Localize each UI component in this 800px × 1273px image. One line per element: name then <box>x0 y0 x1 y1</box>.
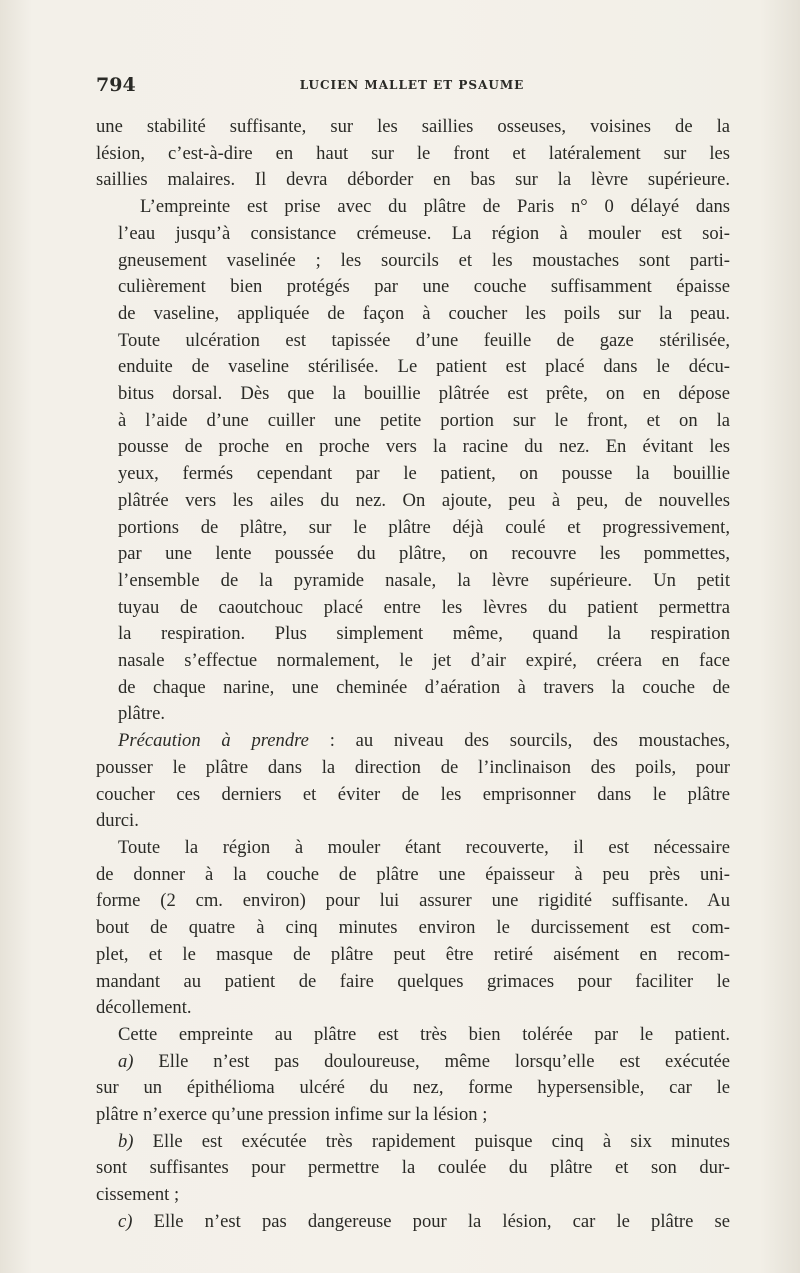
text-line <box>96 1129 730 1156</box>
text-line: Toute ulcération est tapissée d’une feuille de gaze stérilisée, <box>118 329 730 351</box>
text-line: de donner à la couche de plâtre une épaisseur à peu près uni- <box>96 863 730 885</box>
text-line <box>96 1209 730 1236</box>
text-line: portions de plâtre, sur le plâtre déjà coulé et progressivement, <box>118 516 730 538</box>
text-line: yeux, fermés cependant par le patient, on pousse la bouillie <box>118 463 730 485</box>
text-line: Toute la région à mouler étant recouverte, il est nécessaire <box>118 836 730 858</box>
text-line: bitus dorsal. Dès que la bouillie plâtrée est prête, on en dépose <box>118 383 730 405</box>
list-item-b <box>96 1129 730 1209</box>
text-line: sont suffisantes pour permettre la coulée du plâtre et son dur- <box>96 1157 730 1179</box>
text-run: Elle n’est pas douloureuse, même lorsqu’elle est exécutée <box>133 1050 730 1072</box>
paragraph <box>96 728 730 835</box>
text-line: forme (2 cm. environ) pour lui assurer une rigidité suffisante. Au <box>96 890 730 912</box>
text-line: lésion, c’est-à-dire en haut sur le front et latéralement sur les <box>96 142 730 164</box>
running-head: LUCIEN MALLET ET PSAUME <box>299 78 525 92</box>
italic-lead: Précaution à prendre <box>118 730 309 752</box>
text-line: par une lente poussée du plâtre, on recouvre les pommettes, <box>118 543 730 565</box>
text-line: décollement. <box>96 997 192 1019</box>
text-line: culièrement bien protégés par une couche suffisamment épaisse <box>118 276 730 298</box>
text-line: Cette empreinte au plâtre est très bien tolérée par le patient. <box>118 1023 730 1045</box>
text-line: sur un épithélioma ulcéré du nez, forme hypersensible, car le <box>96 1077 730 1099</box>
text-run: Elle est exécutée très rapidement puisque cinq à six minutes <box>133 1130 730 1152</box>
paragraph <box>96 194 730 728</box>
text-line: plâtre n’exerce qu’une pression infime sur la lésion ; <box>96 1104 488 1126</box>
text-line: saillies malaires. Il devra déborder en bas sur la lèvre supérieure. <box>96 169 730 191</box>
text-line: l’ensemble de la pyramide nasale, la lèvre supérieure. Un petit <box>118 569 730 591</box>
text-line: plâtrée vers les ailes du nez. On ajoute, peu à peu, de nouvelles <box>118 489 730 511</box>
text-line <box>96 1049 730 1076</box>
text-line: gneusement vaselinée ; les sourcils et les moustaches sont parti- <box>118 249 730 271</box>
text-line: une stabilité suffisante, sur les saillies osseuses, voisines de la <box>96 116 730 137</box>
list-marker: c) <box>118 1210 133 1232</box>
text-line: à l’aide d’une cuiller une petite portion sur le front, et on la <box>118 409 730 431</box>
list-item-a <box>96 1049 730 1129</box>
paragraph <box>96 835 730 1022</box>
paragraph <box>96 1022 730 1049</box>
page-header <box>96 74 728 98</box>
paragraph <box>96 114 730 194</box>
text-line: L’empreinte est prise avec du plâtre de Paris n° 0 délayé dans <box>140 196 730 218</box>
text-line: coucher ces derniers et éviter de les emprisonner dans le plâtre <box>96 783 730 805</box>
text-line: mandant au patient de faire quelques grimaces pour faciliter le <box>96 970 730 992</box>
text-line: durci. <box>96 810 139 832</box>
text-line: pousse de proche en proche vers la racine du nez. En évitant les <box>118 436 730 458</box>
text-line: tuyau de caoutchouc placé entre les lèvres du patient permettra <box>118 596 730 618</box>
text-run: Elle n’est pas dangereuse pour la lésion, car le plâtre se <box>132 1210 730 1232</box>
text-line: bout de quatre à cinq minutes environ le durcissement est com- <box>96 917 730 939</box>
text-line: cissement ; <box>96 1184 180 1206</box>
text-line: enduite de vaseline stérilisée. Le patient est placé dans le décu- <box>118 356 730 378</box>
list-marker: a) <box>118 1050 134 1072</box>
text-line: de vaseline, appliquée de façon à coucher les poils sur la peau. <box>118 302 730 324</box>
text-line: pousser le plâtre dans la direction de l’inclinaison des poils, pour <box>96 756 730 778</box>
text-line: plâtre. <box>118 703 165 725</box>
text-line: plet, et le masque de plâtre peut être retiré aisément en recom- <box>96 943 730 965</box>
body-text <box>96 114 730 1236</box>
text-line <box>96 728 730 755</box>
text-line: nasale s’effectue normalement, le jet d’air expiré, créera en face <box>118 650 730 672</box>
list-marker: b) <box>118 1130 134 1152</box>
text-line: de chaque narine, une cheminée d’aération à travers la couche de <box>118 676 730 698</box>
text-line: l’eau jusqu’à consistance crémeuse. La région à mouler est soi- <box>118 222 730 244</box>
page-number: 794 <box>96 74 136 96</box>
text-line: la respiration. Plus simplement même, quand la respiration <box>118 623 730 645</box>
list-item-c <box>96 1209 730 1236</box>
text-run: : au niveau des sourcils, des moustaches, <box>308 730 731 752</box>
